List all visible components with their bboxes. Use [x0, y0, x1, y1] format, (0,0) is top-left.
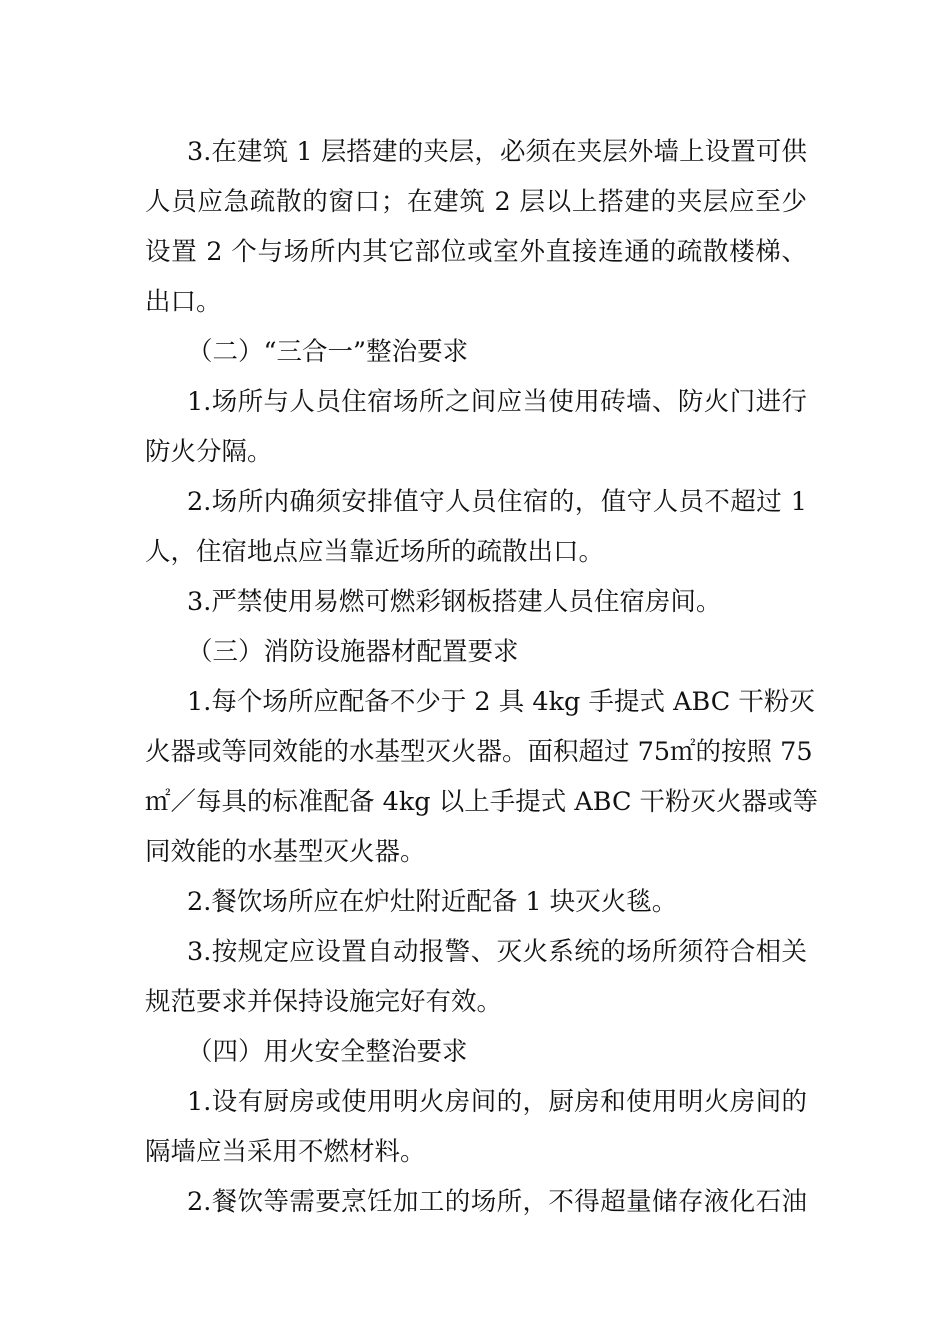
paragraph-line: 3.在建筑 1 层搭建的夹层，必须在夹层外墙上设置可供 — [187, 137, 807, 167]
paragraph-line: 2.场所内确须安排值守人员住宿的，值守人员不超过 1 — [187, 487, 807, 517]
section-heading: （四）用火安全整治要求 — [187, 1037, 468, 1067]
paragraph-line: 人，住宿地点应当靠近场所的疏散出口。 — [145, 537, 605, 567]
paragraph-line: 防火分隔。 — [145, 437, 273, 467]
paragraph-line: 1.场所与人员住宿场所之间应当使用砖墙、防火门进行 — [187, 387, 807, 417]
paragraph-line: 3.按规定应设置自动报警、灭火系统的场所须符合相关 — [187, 937, 807, 967]
paragraph-line: 1.每个场所应配备不少于 2 具 4kg 手提式 ABC 干粉灭 — [187, 687, 815, 717]
paragraph-line: 2.餐饮场所应在炉灶附近配备 1 块灭火毯。 — [187, 887, 678, 917]
paragraph-line: 2.餐饮等需要烹饪加工的场所，不得超量储存液化石油 — [187, 1187, 807, 1217]
paragraph-line: 同效能的水基型灭火器。 — [145, 837, 426, 867]
paragraph-line: 3.严禁使用易燃可燃彩钢板搭建人员住宿房间。 — [187, 587, 722, 617]
paragraph-line: 规范要求并保持设施完好有效。 — [145, 987, 503, 1017]
section-heading: （二）“三合一”整治要求 — [187, 337, 469, 367]
paragraph-line: 设置 2 个与场所内其它部位或室外直接连通的疏散楼梯、 — [145, 237, 807, 267]
section-heading: （三）消防设施器材配置要求 — [187, 637, 519, 667]
paragraph-line: 人员应急疏散的窗口；在建筑 2 层以上搭建的夹层应至少 — [145, 187, 807, 217]
paragraph-line: 隔墙应当采用不燃材料。 — [145, 1137, 426, 1167]
paragraph-line: 1.设有厨房或使用明火房间的，厨房和使用明火房间的 — [187, 1087, 807, 1117]
paragraph-line: 出口。 — [145, 287, 222, 317]
paragraph-line: ㎡／每具的标准配备 4kg 以上手提式 ABC 干粉灭火器或等 — [145, 787, 819, 817]
paragraph-line: 火器或等同效能的水基型灭火器。面积超过 75㎡的按照 75 — [145, 737, 813, 767]
